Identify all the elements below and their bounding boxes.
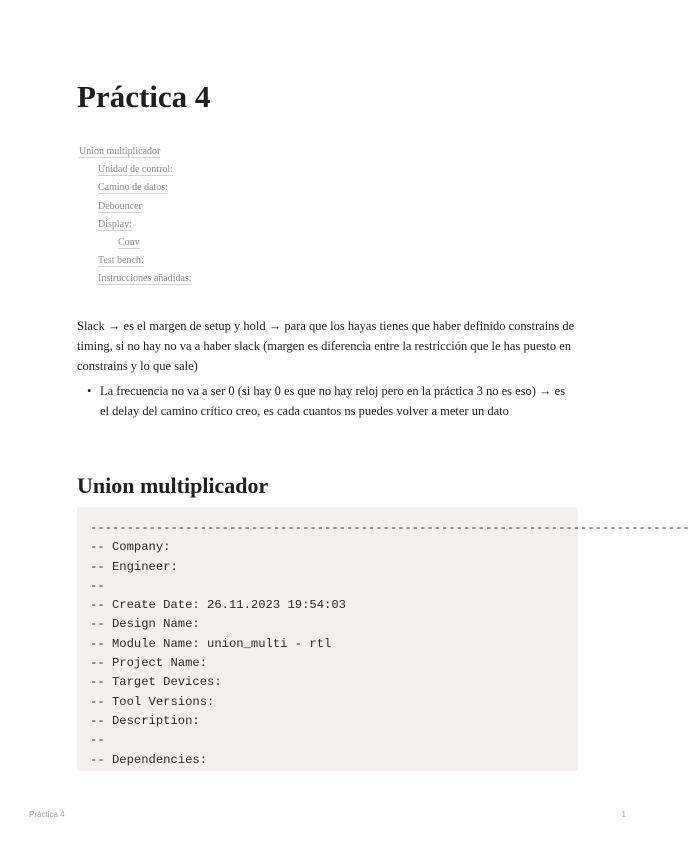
toc-link[interactable]: [78, 252, 192, 270]
toc-link-label: Union multiplicador: [79, 146, 161, 157]
slack-paragraph: Slack → es el margen de setup y hold → para que los hayas tienes que haber definido constrains de timing, si no hay no va a haber slack (margen es diferencia entre la restricción que le has puesto en constrains y lo que sale): [77, 319, 575, 373]
footer-page-number: 1: [621, 810, 626, 819]
toc-link[interactable]: [78, 270, 192, 288]
toc-link[interactable]: [78, 234, 192, 252]
toc-link-label: Debouncer: [98, 200, 142, 212]
toc-link-label: Instrucciones añadidas:: [98, 273, 192, 285]
footer-doc-name: Práctica 4: [29, 810, 65, 819]
code-line: -- Dependencies:: [90, 752, 208, 767]
toc-link[interactable]: [78, 161, 192, 179]
section-heading: Union multiplicador: [77, 473, 269, 498]
code-block[interactable]: [77, 507, 690, 771]
toc-link-label: Display:: [98, 218, 132, 230]
bullet-marker: •: [87, 384, 92, 398]
code-line: -- Project Name:: [90, 656, 208, 671]
toc-link-label: Unidad de control:: [98, 164, 173, 176]
toc-link-label: Camino de datos:: [98, 182, 168, 194]
toc-link[interactable]: [78, 216, 192, 234]
toc-link[interactable]: [78, 179, 192, 197]
code-line: -- Design Name:: [90, 617, 200, 632]
code-line: -- Engineer:: [90, 559, 178, 574]
code-line: -- Target Devices:: [90, 675, 222, 690]
toc-link-label: Conv: [118, 237, 140, 249]
toc-link-label: Test bench:: [98, 255, 144, 267]
bullet-text: La frecuencia no va a ser 0 (si hay 0 es que no hay reloj pero en la práctica 3 no es eso) → es el delay del camino crítico creo, es cada cuantos ns puedes volver a meter un dato: [100, 384, 566, 418]
code-line: -- Tool Versions:: [90, 694, 215, 709]
code-line: ----------------------------------------------------------------------------------: [90, 521, 690, 535]
toc-link[interactable]: [78, 143, 192, 161]
code-line: -- Company:: [90, 540, 171, 555]
code-line: -- Description:: [90, 713, 200, 728]
bullet-list-item: [87, 381, 577, 421]
code-line: -- Create Date: 26.11.2023 19:54:03: [90, 598, 346, 613]
page-title: Práctica 4: [77, 79, 211, 114]
toc-link[interactable]: [78, 198, 192, 216]
code-content: [77, 507, 690, 770]
code-line: --: [90, 733, 105, 748]
table-of-contents: [78, 143, 192, 289]
code-line: --: [90, 578, 105, 593]
code-line: -- Module Name: union_multi - rtl: [90, 636, 332, 651]
